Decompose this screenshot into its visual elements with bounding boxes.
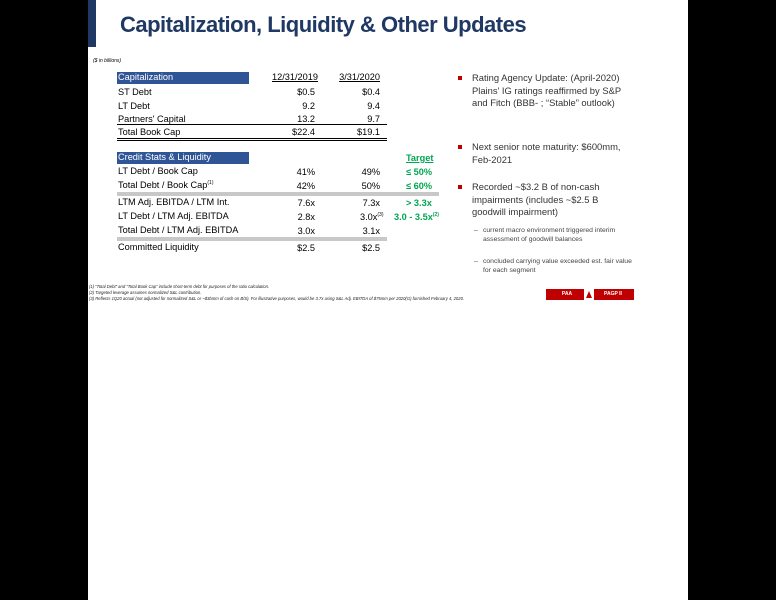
credit-row-label: Total Debt / LTM Adj. EBITDA	[118, 225, 239, 235]
dash-icon: –	[474, 227, 478, 234]
units-note: ($ in billions)	[93, 58, 122, 64]
sub-bullet-macro	[474, 226, 634, 244]
footnote-ref: (3)	[377, 212, 384, 218]
bullet-rating-update	[458, 72, 633, 110]
company-logos	[546, 289, 634, 300]
cap-total-rule-double	[117, 140, 387, 141]
credit-row-v1: $2.5	[297, 243, 315, 253]
footnote-ref: (2)	[432, 212, 439, 218]
cap-total-rule	[117, 138, 387, 139]
credit-row-v1: 7.6x	[297, 198, 315, 208]
page-title: Capitalization, Liquidity & Other Updates	[120, 12, 527, 37]
bullet-note-maturity	[458, 141, 633, 166]
credit-row-target: > 3.3x	[406, 198, 432, 208]
plains-emblem-icon	[584, 289, 594, 300]
title-accent-bar	[88, 0, 96, 47]
credit-row-v1: 41%	[296, 167, 315, 177]
credit-row-v2: 7.3x	[362, 198, 380, 208]
credit-row-v2: 50%	[361, 181, 380, 191]
liquidity-divider	[117, 237, 387, 241]
credit-row-v1: 42%	[296, 181, 315, 191]
bullet-square-icon	[458, 76, 462, 80]
footnote: (2) Targeted leverage assumes normalized S&L contribution.	[89, 290, 202, 295]
credit-row-label: LT Debt / Book Cap	[118, 166, 198, 176]
credit-row-label-text: Total Debt / Book Cap	[118, 180, 208, 190]
cap-row-label: ST Debt	[118, 87, 152, 97]
capitalization-header	[117, 72, 249, 84]
bullet-text: Rating Agency Update: (April-2020) Plains' IG ratings reaffirmed by S&P and Fitch (BBB- ; “Stable” outlook)	[472, 72, 621, 108]
cap-row-label: LT Debt	[118, 101, 150, 111]
credit-row-v2	[360, 212, 390, 222]
credit-stats-header	[117, 152, 249, 164]
credit-row-v1: 2.8x	[297, 212, 315, 222]
credit-row-v2-text: 3.0x	[360, 212, 378, 222]
pagp-logo: PAGP II	[592, 289, 634, 300]
sub-bullet-text: concluded carrying value exceeded est. fair value for each segment	[483, 258, 632, 274]
credit-row-target-text: 3.0 - 3.5x	[394, 212, 433, 222]
bullet-impairments	[458, 181, 633, 219]
credit-row-v2: 49%	[361, 167, 380, 177]
credit-row-target: ≤ 50%	[406, 167, 432, 177]
cap-row-v1: 9.2	[302, 101, 315, 111]
cap-row-v2: 9.7	[367, 114, 380, 124]
credit-row-target: ≤ 60%	[406, 181, 432, 191]
target-header: Target	[406, 153, 434, 163]
cap-row-label: Partners' Capital	[118, 114, 186, 124]
cap-subtotal-rule	[117, 124, 387, 125]
cap-row-v2: 9.4	[367, 101, 380, 111]
cap-row-v1: $0.5	[297, 87, 315, 97]
cap-row-v1: $22.4	[292, 127, 315, 137]
credit-row-label: Committed Liquidity	[118, 242, 199, 252]
footnotes	[89, 284, 464, 302]
bullet-square-icon	[458, 145, 462, 149]
bullet-text: Next senior note maturity: $600mm, Feb-2021	[472, 141, 621, 165]
footnote: (3) Reflects 1Q20 actual (not adjusted for normalized S&L or ~$3bmm of cash on B/S). For illustrative purposes, would be 3.7x using S&L Adj. EBITDA of $75mm per 2020(G) furnished February 4, 2020.	[89, 296, 465, 301]
bullet-text: Recorded ~$3.2 B of non-cash impairments (includes ~$2.5 B goodwill impairment)	[472, 181, 600, 217]
col-header-2019: 12/31/2019	[272, 72, 318, 82]
footnote: (1) “Total Debt” and “Total Book Cap” include short-term debt for purposes of the ratio calculation.	[89, 284, 270, 289]
credit-row-label: LTM Adj. EBITDA / LTM Int.	[118, 197, 230, 207]
col-header-2020: 3/31/2020	[339, 72, 380, 82]
cap-row-v2: $0.4	[362, 87, 380, 97]
credit-row-v2: 3.1x	[362, 226, 380, 236]
credit-stats-header-label: Credit Stats & Liquidity	[118, 152, 211, 162]
credit-row-v2: $2.5	[362, 243, 380, 253]
footnote-ref: (1)	[207, 180, 214, 186]
capitalization-header-label: Capitalization	[118, 72, 174, 82]
bullet-square-icon	[458, 185, 462, 189]
credit-section-divider	[117, 192, 439, 196]
sub-bullet-text: current macro environment triggered interim assessment of goodwill balances	[483, 227, 616, 243]
credit-row-target	[394, 212, 439, 222]
slide	[88, 0, 688, 600]
cap-row-label: Total Book Cap	[118, 127, 181, 137]
paa-logo: PAA	[546, 289, 588, 300]
sub-bullet-carrying-value	[474, 257, 634, 275]
dash-icon: –	[474, 258, 478, 265]
credit-row-v1: 3.0x	[297, 226, 315, 236]
credit-row-label: LT Debt / LTM Adj. EBITDA	[118, 211, 229, 221]
credit-row-label	[118, 180, 214, 190]
cap-row-v2: $19.1	[357, 127, 380, 137]
cap-row-v1: 13.2	[297, 114, 315, 124]
